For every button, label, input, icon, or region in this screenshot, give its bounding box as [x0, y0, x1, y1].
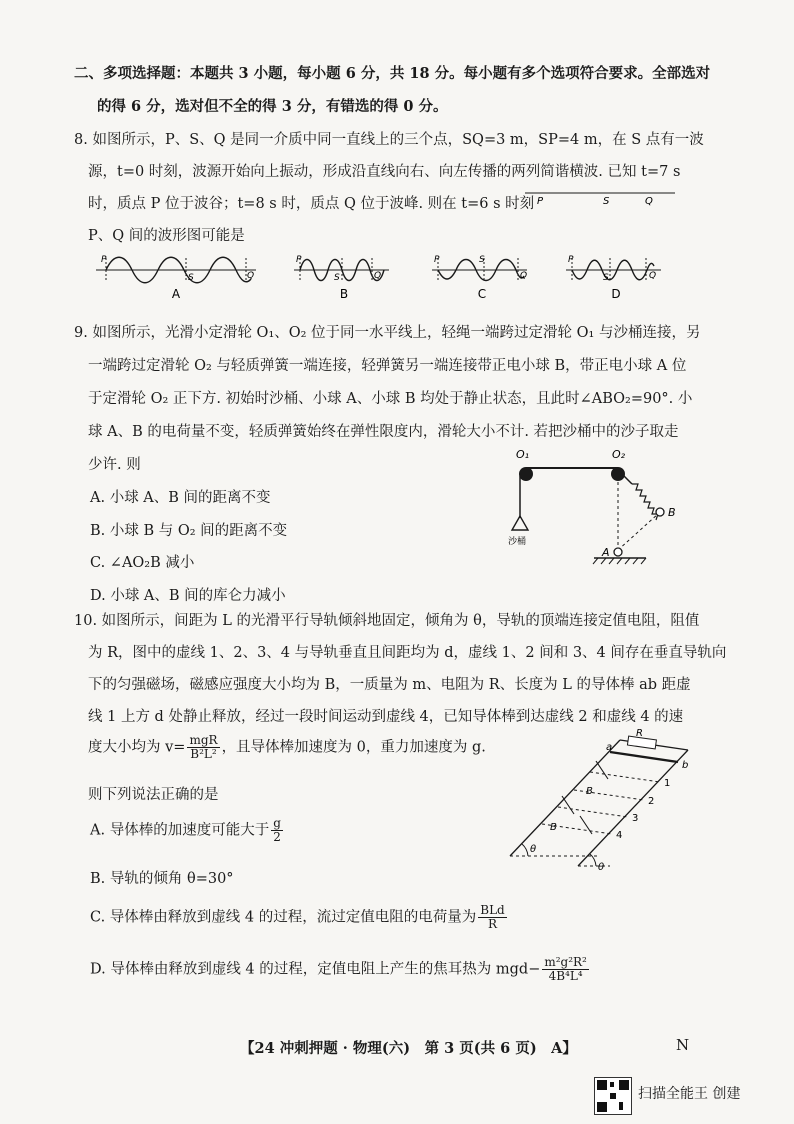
theta-label: θ: [598, 862, 605, 873]
wave-label-p: P: [434, 255, 440, 265]
q9-text-line3: 于定滑轮 O₂ 正下方. 初始时沙桶、小球 A、小球 B 均处于静止状态，且此时∠ABO₂=90°. 小: [88, 391, 693, 407]
resistor-label: R: [636, 728, 643, 739]
q10-text-line2: 为 R，图中的虚线 1、2、3、4 与导轨垂直且间距均为 d，虚线 1、2 间和 3、4 间存在垂直导轨向: [88, 645, 727, 661]
q9-text-line5: 少许. 则: [88, 457, 141, 473]
q8-wave-option-d[interactable]: [566, 248, 666, 302]
rod-end-b-label: b: [682, 760, 689, 771]
ball-a: [614, 548, 622, 556]
page-footer: 【24 冲刺押题 · 物理(六) 第 3 页(共 6 页) A】: [240, 1040, 577, 1057]
q8-option-label: C: [477, 287, 487, 301]
wave-label-q: Q: [247, 271, 255, 281]
sand-bucket-icon: [512, 516, 528, 530]
line-number: 4: [616, 830, 623, 841]
q8-axis-label-q: Q: [645, 196, 653, 207]
qr-code-icon: [594, 1077, 632, 1115]
field-arrow-icon: [562, 796, 574, 814]
line-number: 1: [664, 778, 671, 789]
field-arrow-icon: [596, 761, 608, 779]
wave-label-s: S: [479, 255, 485, 265]
q8-text-line2: 源，t=0 时刻，波源开始向上振动，形成沿直线向右、向左传播的两列简谐横波. 已知 t=7 s: [88, 164, 681, 180]
wave-label-q: Q: [374, 271, 382, 281]
wave-label-p: P: [296, 255, 302, 265]
pulley-o1: [519, 467, 533, 481]
field-label-b: B: [586, 786, 593, 797]
q10-option-d[interactable]: D. 导体棒由释放到虚线 4 的过程，定值电阻上产生的焦耳热为 mgd− $\frac{\text{m²g²R²}}{\text{4B⁴L⁴}}$: [90, 955, 587, 983]
q10-text-line6: 则下列说法正确的是: [88, 787, 219, 803]
q8-option-label: D: [611, 287, 621, 301]
sand-bucket-label: 沙桶: [508, 537, 527, 547]
q9-text-line1: 9. 如图所示，光滑小定滑轮 O₁、O₂ 位于同一水平线上，轻绳一端跨过定滑轮 O₁ 与沙桶连接，另: [74, 325, 701, 341]
q10-option-c[interactable]: C. 导体棒由释放到虚线 4 的过程，流过定值电阻的电荷量为 $\frac{\text{BLd}}{R}$: [90, 903, 505, 931]
q9-option-c[interactable]: C. ∠AO₂B 减小: [90, 555, 195, 571]
q8-axis-line: [525, 186, 680, 208]
conductor-rod-ab: [610, 752, 678, 762]
wave-label-q: Q: [649, 271, 657, 281]
q8-option-label: B: [339, 287, 349, 301]
q8-text-line4: P、Q 间的波形图可能是: [88, 228, 245, 244]
ball-a-label: A: [602, 546, 610, 559]
section-header-line1: 二、多项选择题：本题共 3 小题，每小题 6 分，共 18 分。每小题有多个选项符合要求。全部选对: [74, 65, 711, 82]
q8-axis-label-s: S: [603, 196, 610, 207]
q9-option-d[interactable]: D. 小球 A、B 间的库仑力减小: [90, 588, 286, 604]
q10-option-a[interactable]: A. 导体棒的加速度可能大于 $\frac{g}{2}$: [90, 816, 281, 844]
pulley-o2: [611, 467, 625, 481]
scanner-watermark: 扫描全能王 创建: [638, 1086, 741, 1102]
q10-text-line1: 10. 如图所示，间距为 L 的光滑平行导轨倾斜地固定，倾角为 θ，导轨的顶端连接定值电阻，阻值: [74, 613, 700, 629]
field-arrow-icon: [580, 816, 592, 834]
q8-text-line1: 8. 如图所示，P、S、Q 是同一介质中同一直线上的三个点，SQ=3 m，SP=4 m，在 S 点有一波: [74, 132, 704, 148]
q10-rails-figure: [500, 728, 700, 878]
q9-text-line2: 一端跨过定滑轮 O₂ 与轻质弹簧一端连接，轻弹簧另一端连接带正电小球 B，带正电小球 A 位: [88, 358, 687, 374]
q9-option-a[interactable]: A. 小球 A、B 间的距离不变: [90, 490, 271, 506]
dashed-line-1: [590, 772, 660, 782]
line-number: 3: [632, 813, 639, 824]
q10-text-line5: 度大小均为 v= $\frac{\text{mgR}}{\text{B²L²}}$ ，且导体棒加速度为 0，重力加速度为 g.: [88, 733, 486, 761]
q10-option-b[interactable]: B. 导轨的倾角 θ=30°: [90, 871, 234, 887]
rod-end-a-label: a: [606, 742, 613, 753]
q10-text-line4: 线 1 上方 d 处静止释放，经过一段时间运动到虚线 4，已知导体棒到达虚线 2 和虚线 4 的速: [88, 709, 684, 725]
q9-text-line4: 球 A、B 的电荷量不变，轻质弹簧始终在弹性限度内，滑轮大小不计. 若把沙桶中的沙子取走: [88, 424, 679, 440]
q8-wave-option-a[interactable]: [96, 248, 266, 302]
dashed-line-2: [574, 790, 644, 800]
ball-b-label: B: [668, 506, 676, 519]
field-label-b: B: [550, 822, 557, 833]
theta-label: θ: [530, 844, 537, 855]
dashed-line-3: [558, 807, 628, 817]
velocity-fraction: $\frac{\text{mgR}}{\text{B²L²}}$: [189, 733, 218, 761]
wave-label-p: P: [568, 255, 574, 265]
spring-icon: [632, 484, 658, 520]
ball-b: [656, 508, 664, 516]
section-header-line2: 的得 6 分，选对但不全的得 3 分，有错选的得 0 分。: [97, 98, 448, 115]
wave-label-p: P: [101, 255, 107, 265]
pulley-o1-label: O₁: [516, 448, 530, 461]
wave-label-s: S: [334, 273, 340, 283]
pulley-o2-label: O₂: [612, 448, 626, 461]
wave-label-q: Q: [520, 271, 528, 281]
q10-text-line3: 下的匀强磁场，磁感应强度大小均为 B，一质量为 m、电阻为 R、长度为 L 的导体棒 ab 距虚: [88, 677, 691, 693]
footer-letter: N: [676, 1036, 690, 1054]
q8-option-label: A: [171, 287, 181, 301]
q8-axis-label-p: P: [537, 196, 544, 207]
wave-label-s: S: [188, 273, 194, 283]
wave-label-s: S: [603, 273, 609, 283]
q9-pulley-figure: [498, 440, 698, 575]
q8-text-line3: 时，质点 P 位于波谷；t=8 s 时，质点 Q 位于波峰. 则在 t=6 s 时刻: [88, 196, 535, 212]
q9-option-b[interactable]: B. 小球 B 与 O₂ 间的距离不变: [90, 523, 288, 539]
q8-wave-option-b[interactable]: [294, 248, 394, 302]
q8-wave-option-c[interactable]: [432, 248, 532, 302]
line-number: 2: [648, 796, 655, 807]
